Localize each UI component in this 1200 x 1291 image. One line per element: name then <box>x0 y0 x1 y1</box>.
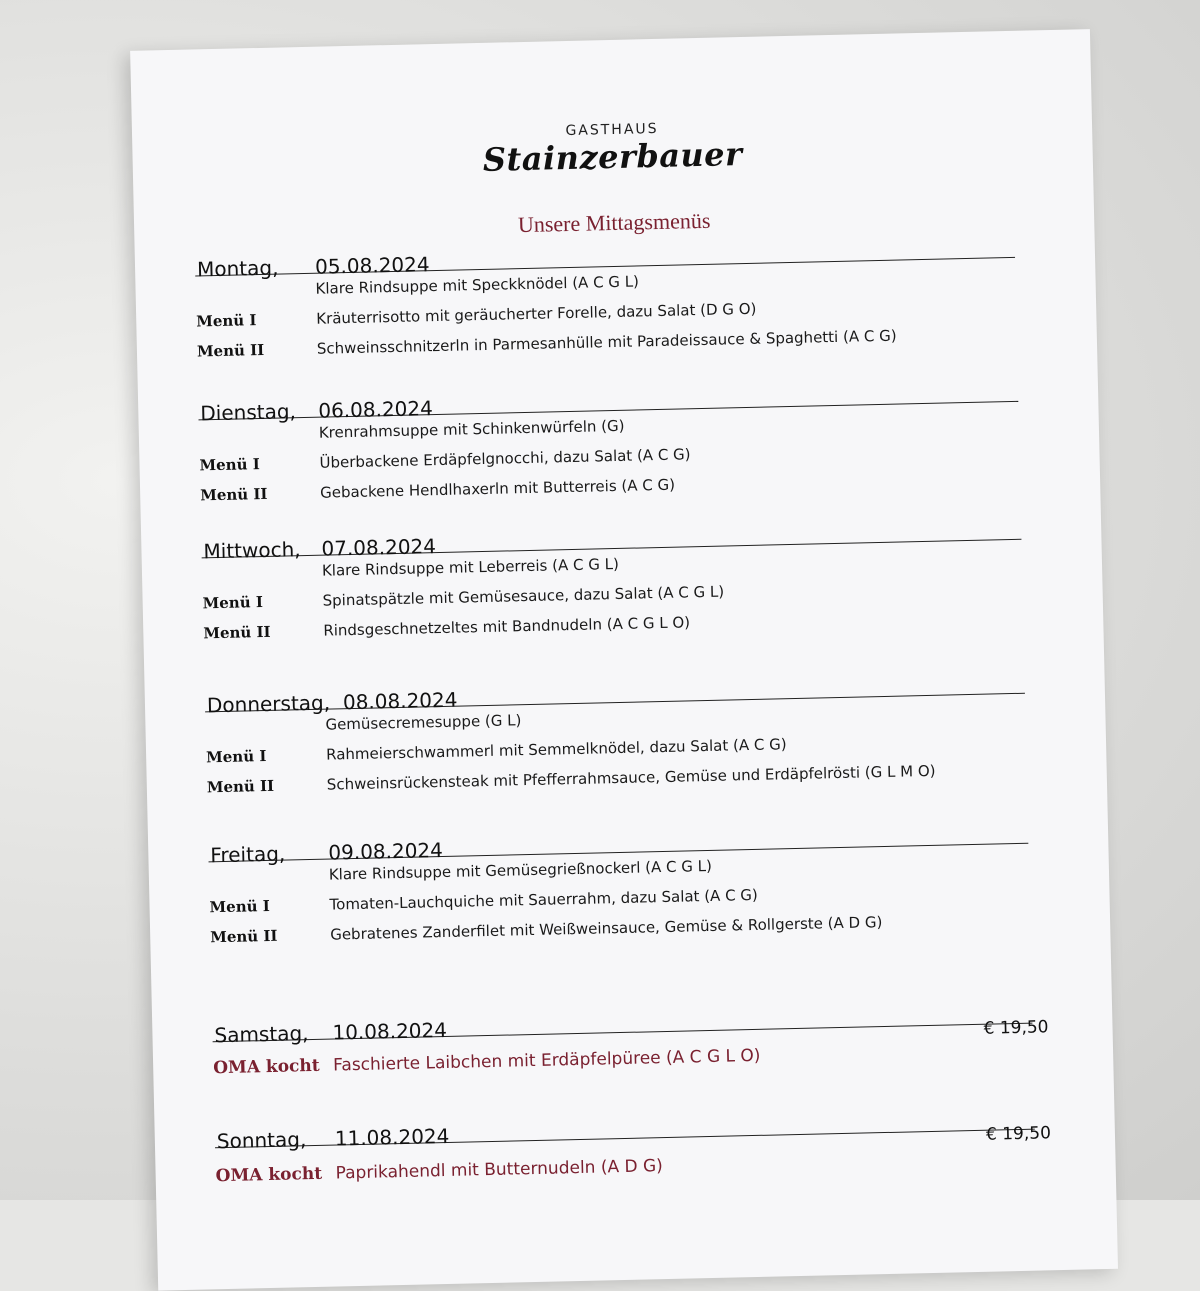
day-section-freitag <box>208 813 1031 953</box>
menu-dish: Gebackene Hendlhaxerln mit Butterreis (A C G) <box>319 475 676 502</box>
menu-label: Menü I <box>209 896 270 917</box>
menu-dish: Gebratenes Zanderfilet mit Weißweinsauce, Gemüse & Rollgerste (A D G) <box>330 913 883 944</box>
menu-label: Menü II <box>196 340 265 361</box>
menu-label: Menü II <box>203 622 271 643</box>
menu-title: Unsere Mittagsmenüs <box>517 207 711 238</box>
menu-label: Menü II <box>200 484 268 505</box>
restaurant-header <box>132 111 1093 187</box>
day-date: 06.08.2024 <box>318 396 434 423</box>
soup-dish: Krenrahmsuppe mit Schinkenwürfeln (G) <box>318 416 625 442</box>
menu-dish: Schweinsrückensteak mit Pfefferrahmsauce, Gemüse und Erdäpfelrösti (G L M O) <box>326 761 936 794</box>
menu-dish: Rindsgeschnetzeltes mit Bandnudeln (A C G L O) <box>323 613 691 640</box>
day-name: Donnerstag, <box>206 690 331 718</box>
day-section-mittwoch <box>201 509 1024 649</box>
menu-dish: Schweinsschnitzerln in Parmesanhülle mit Paradeissauce & Spaghetti (A C G) <box>316 326 897 358</box>
day-date: 09.08.2024 <box>328 838 444 865</box>
day-name: Freitag, <box>210 841 286 868</box>
menu-label: Menü I <box>196 311 257 331</box>
menu-dish: Spinatspätzle mit Gemüsesauce, dazu Salat (A C G L) <box>322 582 725 610</box>
day-date: 11.08.2024 <box>334 1123 450 1151</box>
oma-dish: Paprikahendl mit Butternudeln (A D G) <box>335 1156 664 1184</box>
menu-dish: Rahmeierschwammerl mit Semmelknödel, dazu Salat (A C G) <box>325 735 787 764</box>
oma-label: OMA kocht <box>212 1055 320 1079</box>
soup-dish: Klare Rindsuppe mit Leberreis (A C G L) <box>321 554 620 580</box>
day-date: 05.08.2024 <box>314 252 430 279</box>
day-section-donnerstag <box>204 663 1027 803</box>
soup-dish: Klare Rindsuppe mit Gemüsegrießnockerl (A C G L) <box>328 856 713 884</box>
oma-label: OMA kocht <box>215 1163 323 1187</box>
day-section-sonntag <box>214 1099 1052 1195</box>
menu-label: Menü I <box>205 746 267 767</box>
soup-dish: Gemüsecremesuppe (G L) <box>325 711 522 734</box>
soup-dish: Klare Rindsuppe mit Speckknödel (A C G L) <box>315 272 640 298</box>
menu-label: Menü I <box>202 593 264 613</box>
day-section-dienstag <box>198 371 1021 511</box>
restaurant-logo: Stainzerbauer <box>482 135 743 179</box>
day-date: 08.08.2024 <box>342 687 458 715</box>
day-name: Mittwoch, <box>203 537 301 564</box>
oma-dish: Faschierte Laibchen mit Erdäpfelpüree (A C G L O) <box>332 1045 761 1076</box>
day-name: Samstag, <box>214 1021 309 1048</box>
day-section-montag <box>195 227 1018 367</box>
price-label: € 19,50 <box>985 1123 1052 1145</box>
menu-dish: Überbackene Erdäpfelgnocchi, dazu Salat (A C G) <box>319 445 691 472</box>
price-label: € 19,50 <box>983 1017 1049 1039</box>
menu-label: Menü II <box>206 776 275 797</box>
day-section-samstag <box>212 993 1049 1089</box>
day-name: Montag, <box>196 255 279 282</box>
day-date: 07.08.2024 <box>321 534 437 561</box>
menu-label: Menü I <box>199 455 260 475</box>
menu-sheet <box>130 29 1118 1290</box>
menu-dish: Tomaten-Lauchquiche mit Sauerrahm, dazu Salat (A C G) <box>329 885 758 914</box>
day-date: 10.08.2024 <box>332 1017 448 1045</box>
restaurant-kicker: GASTHAUS <box>565 120 659 140</box>
menu-dish: Kräuterrisotto mit geräucherter Forelle, dazu Salat (D G O) <box>316 299 757 328</box>
menu-label: Menü II <box>210 926 278 947</box>
day-name: Sonntag, <box>216 1127 307 1154</box>
day-name: Dienstag, <box>200 399 297 426</box>
